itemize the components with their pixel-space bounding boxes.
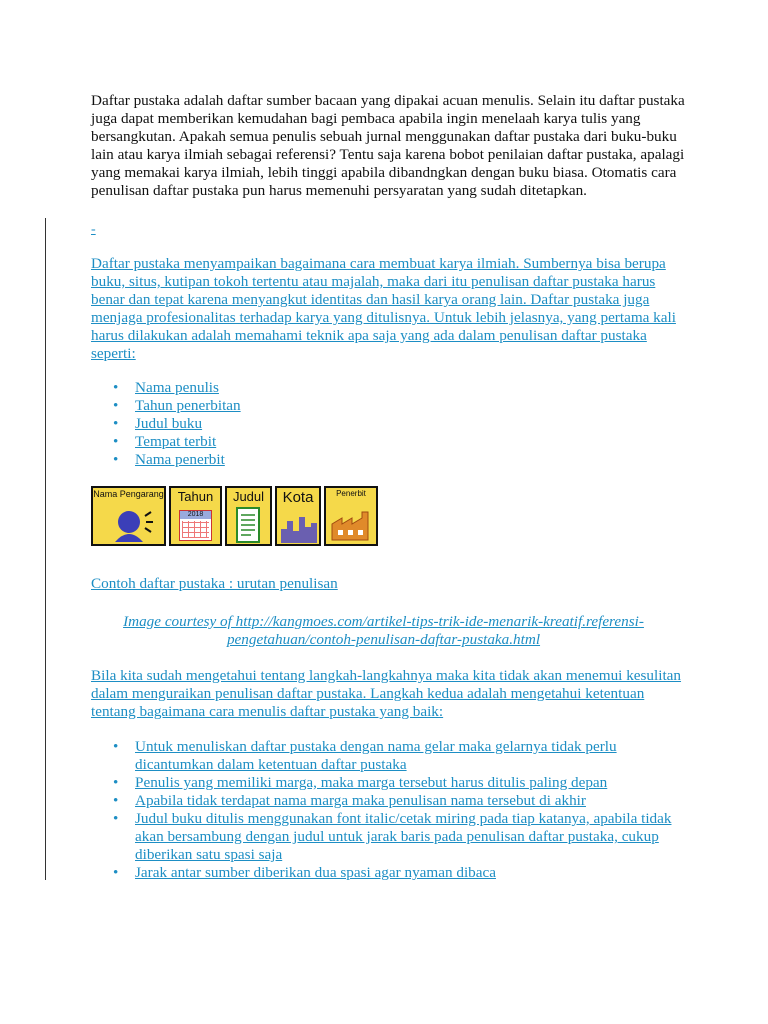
list-item[interactable] [113,451,241,469]
bullet-icon: • [113,792,119,809]
bullet-icon: • [113,379,119,396]
rules-list [113,738,683,882]
paragraph-2-link[interactable]: Daftar pustaka menyampaikan bagaimana cara membuat karya ilmiah. Sumbernya bisa berupa buku, situs, kutipan tokoh tertentu atau majalah, maka dari itu penulisan daftar pustaka harus benar dan tepat karena menyangkut identitas dan hasil karya orang lain. Daftar pustaka juga menjaga profesionalitas terhadap karya yang ditulisnya. Untuk lebih jelasnya, yang pertama kali harus dilakukan adalah memahami teknik apa saja yang ada dalam penulisan daftar pustaka seperti: [91,255,676,362]
list-item-text[interactable]: Untuk menuliskan daftar pustaka dengan nama gelar maka gelarnya tidak perlu dicantumkan dalam ketentuan daftar pustaka [135,738,617,773]
tile-label: Tahun [177,489,214,504]
speaking-head-icon [93,502,164,546]
list-item[interactable] [113,738,683,774]
bullet-icon: • [113,864,119,881]
tile-kota [275,486,321,546]
bullet-icon: • [113,433,119,450]
image-credit[interactable]: Image courtesy of http://kangmoes.com/artikel-tips-trik-ide-menarik-kreatif.referensi-pengetahuan/contoh-penulisan-daftar-pustaka.html [123,613,644,648]
tile-nama-pengarang [91,486,166,546]
tile-penerbit [324,486,378,546]
dash-link[interactable]: - [91,222,96,237]
tile-label: Penerbit [336,489,366,498]
list-item-text[interactable]: Jarak antar sumber diberikan dua spasi agar nyaman dibaca [135,864,496,881]
bullet-icon: • [113,415,119,432]
list-item-text[interactable]: Apabila tidak terdapat nama marga maka penulisan nama tersebut di akhir [135,792,586,809]
list-item-text[interactable]: Nama penerbit [135,451,225,468]
tile-tahun [169,486,222,546]
bullet-icon: • [113,810,119,827]
list-item-text[interactable]: Tempat terbit [135,433,217,450]
tile-label: Judul [232,489,265,504]
list-item-text[interactable]: Penulis yang memiliki marga, maka marga tersebut harus ditulis paling depan [135,774,608,791]
list-item[interactable] [113,792,683,810]
image-caption[interactable]: Contoh daftar pustaka : urutan penulisan [91,575,338,592]
list-item[interactable] [113,415,241,433]
factory-icon [326,504,376,544]
list-item[interactable] [113,864,683,882]
city-icon [277,507,319,545]
paragraph-3-link[interactable]: Bila kita sudah mengetahui tentang langkah-langkahnya maka kita tidak akan menemui kesulitan dalam menguraikan penulisan daftar pustaka. Langkah kedua adalah mengetahui ketentuan tentang bagaimana cara menulis daftar pustaka yang baik: [91,667,682,720]
list-item[interactable] [113,379,241,397]
list-item[interactable] [113,810,683,864]
list-item-text[interactable]: Nama penulis [135,379,219,396]
elements-list [113,379,241,469]
list-item[interactable] [113,397,241,415]
tile-judul [225,486,272,546]
bullet-icon: • [113,774,119,791]
list-item[interactable] [113,433,241,451]
tile-label: Nama Pengarang [93,489,164,499]
intro-paragraph: Daftar pustaka adalah daftar sumber bacaan yang dipakai acuan menulis. Selain itu daftar pustaka juga dapat memberikan kemudahan bagi pembaca apabila ingin menelaah karya tulis yang bersangkutan. Apakah semua penulis sebuah jurnal menggunakan daftar pustaka dari buku-buku lain atau karya ilmiah sebagai referensi? Tentu saja karena bobot penilaian daftar pustaka, apalagi yang memakai karya ilmiah, lebih tinggi apabila dibandngkan dengan buku biasa. Otomatis cara penulisan daftar pustaka pun harus memenuhi persyaratan yang sudah ditetapkan. [91,92,685,199]
bullet-icon: • [113,397,119,414]
bullet-icon: • [113,738,119,755]
tile-label: Kota [282,489,314,506]
document-icon [227,505,270,545]
illustration-tiles [91,486,378,548]
bullet-icon: • [113,451,119,468]
list-item-text[interactable]: Judul buku ditulis menggunakan font italic/cetak miring pada tiap katanya, apabila tidak akan bersambung dengan judul untuk jarak baris pada penulisan daftar pustaka, cukup diberikan satu spasi saja [135,810,672,863]
margin-bar [45,218,46,880]
calendar-icon [179,510,212,541]
list-item-text[interactable]: Tahun penerbitan [135,397,241,414]
list-item[interactable] [113,774,683,792]
calendar-year: 2018 [180,511,211,519]
list-item-text[interactable]: Judul buku [135,415,203,432]
